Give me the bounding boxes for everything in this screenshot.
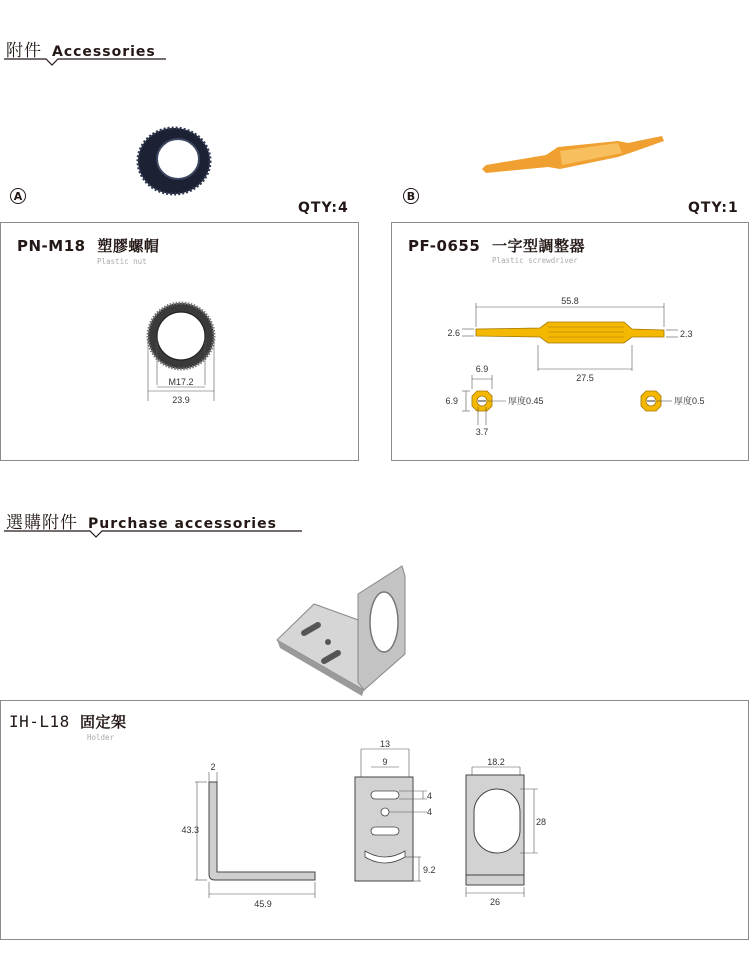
holder-spec-box: [0, 700, 749, 940]
section-title-cn: 選購附件: [6, 513, 78, 533]
dim-w13: 13: [379, 739, 391, 749]
nut-title: [17, 235, 159, 256]
dim-hex-h: 6.9: [445, 396, 458, 406]
holder-base-drawing: [341, 735, 451, 911]
screwdriver-code: PF-0655: [408, 237, 481, 255]
dim-base: 45.9: [254, 899, 272, 909]
nut-name-en: Plastic nut: [97, 257, 147, 266]
marker-b: B: [403, 188, 419, 204]
nut-name-cn: 塑膠螺帽: [97, 237, 160, 255]
dim-hex-w: 6.9: [475, 364, 489, 374]
screwdriver-name-cn: 一字型調整器: [492, 237, 586, 255]
screwdriver-title: [408, 235, 585, 256]
plastic-nut-photo: [135, 124, 215, 196]
section-underline: [0, 528, 310, 542]
holder-code: IH-L18: [9, 712, 70, 731]
holder-upright-drawing: [456, 751, 566, 911]
dim-h28: 28: [536, 817, 547, 827]
dim-s92: 9.2: [423, 865, 436, 875]
nut-spec-box: [0, 222, 359, 461]
holder-name-en: Holder: [87, 733, 115, 742]
screwdriver-name-en: Plastic screwdriver: [492, 256, 578, 265]
holder-title: [9, 711, 126, 732]
screwdriver-photo: [478, 133, 668, 177]
qty-a: QTY:4: [298, 200, 349, 216]
screwdriver-spec-box: [391, 222, 749, 461]
holder-name-cn: 固定架: [79, 713, 127, 731]
dim-s4a: 4: [427, 791, 433, 801]
qty-b: QTY:1: [688, 200, 739, 216]
dim-right-tip: 2.3: [680, 329, 693, 339]
nut-code: PN-M18: [17, 237, 86, 255]
dim-thick-left: 厚度0.45: [508, 396, 544, 406]
nut-outer-dim: 23.9: [172, 395, 190, 405]
nut-inner-dim: M17.2: [168, 377, 194, 387]
screwdriver-drawing: [432, 289, 732, 444]
dim-thickness: 2: [210, 762, 216, 772]
dim-slot: 3.7: [475, 427, 489, 437]
section-title-en: Purchase accessories: [88, 516, 277, 532]
dim-handle: 27.5: [576, 373, 594, 383]
dim-thick-right: 厚度0.5: [674, 396, 705, 406]
dim-w9: 9: [382, 757, 388, 767]
dim-w26: 26: [489, 897, 501, 907]
dim-w182: 18.2: [487, 757, 505, 767]
section-underline: [0, 56, 200, 70]
nut-drawing: [131, 293, 231, 408]
dim-length: 55.8: [561, 296, 579, 306]
dim-height: 43.3: [181, 825, 199, 835]
section-title-en: Accessories: [52, 44, 156, 60]
marker-a: A: [10, 188, 26, 204]
dim-s4b: 4: [427, 807, 433, 817]
holder-side-drawing: [171, 756, 331, 911]
holder-photo: [272, 562, 412, 702]
dim-left-tip: 2.6: [447, 328, 460, 338]
section-title-cn: 附件: [6, 41, 42, 61]
